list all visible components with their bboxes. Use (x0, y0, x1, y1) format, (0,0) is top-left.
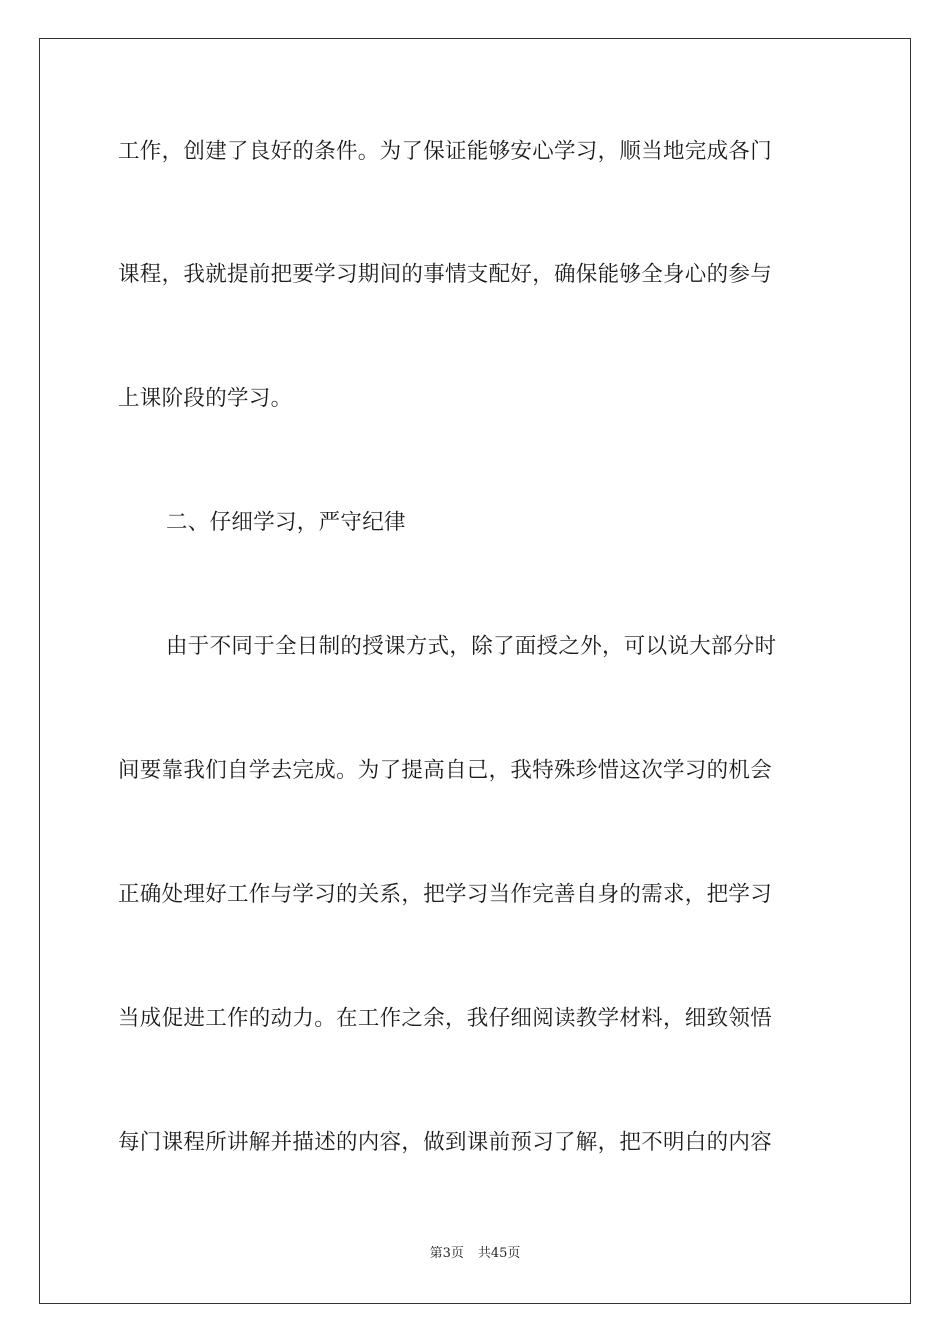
body-text-line: 当成促进工作的动力。在工作之余，我仔细阅读教学材料，细致领悟 (118, 1006, 773, 1031)
body-text-line: 间要靠我们自学去完成。为了提高自己，我特殊珍惜这次学习的机会 (118, 758, 773, 783)
body-text-line: 正确处理好工作与学习的关系，把学习当作完善自身的需求，把学习 (118, 882, 773, 907)
body-text-line: 工作，创建了良好的条件。为了保证能够安心学习，顺当地完成各门 (118, 139, 773, 164)
body-text-line: 由于不同于全日制的授课方式，除了面授之外，可以说大部分时 (166, 634, 777, 659)
body-text-line: 上课阶段的学习。 (118, 386, 293, 411)
page-footer (0, 1245, 950, 1263)
page-border (39, 38, 911, 1304)
body-text-line: 每门课程所讲解并描述的内容，做到课前预习了解，把不明白的内容 (118, 1130, 773, 1155)
section-heading: 二、仔细学习，严守纪律 (166, 510, 406, 535)
body-text-line: 课程，我就提前把要学习期间的事情支配好，确保能够全身心的参与 (118, 262, 773, 287)
current-page-number: 第3页 (429, 1246, 464, 1261)
total-page-count: 共45页 (477, 1246, 521, 1261)
